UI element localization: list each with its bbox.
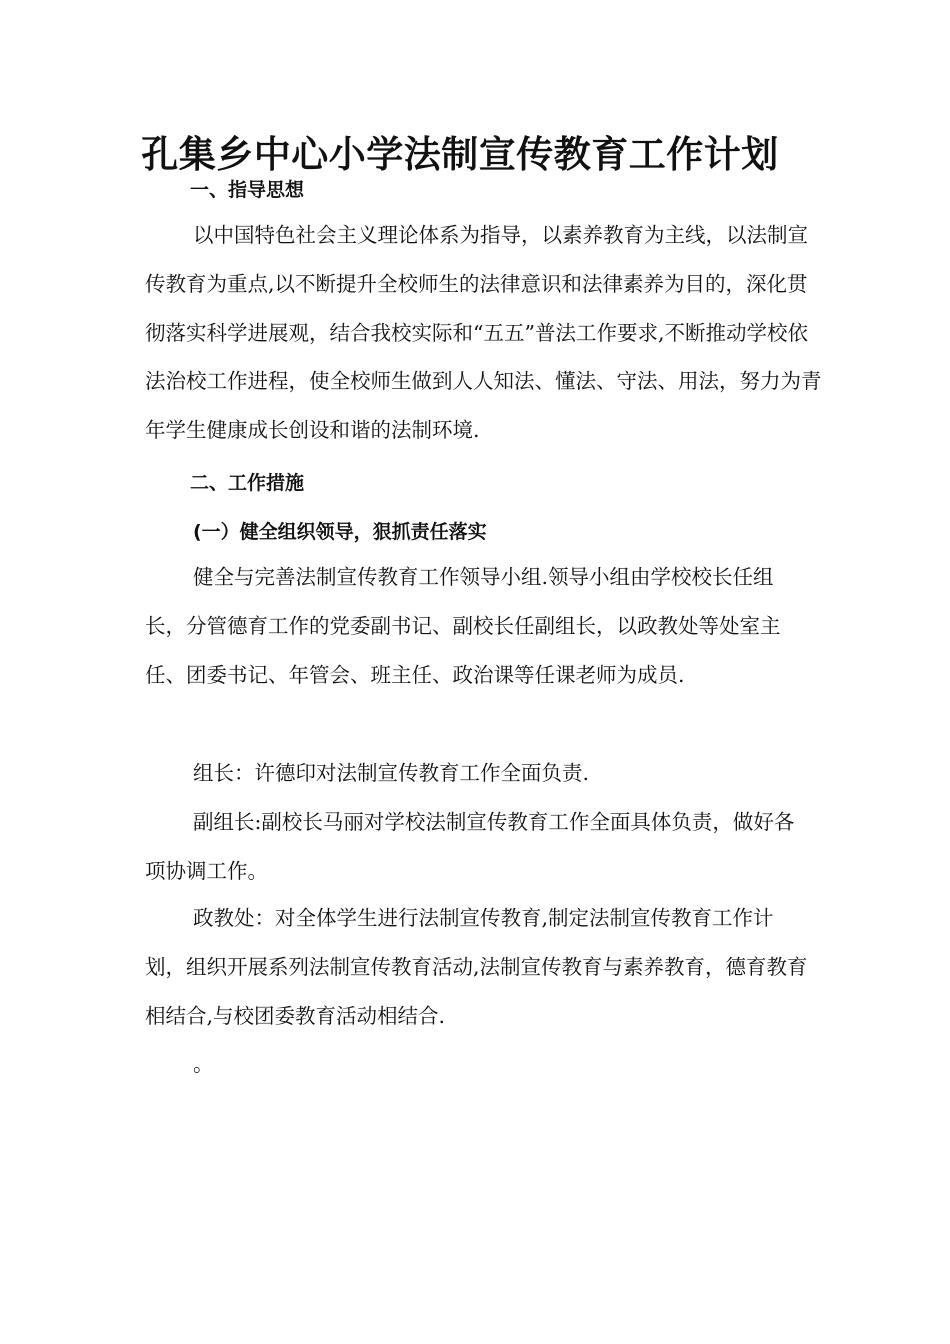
paragraph-political-office: 政教处：对全体学生进行法制宣传教育,制定法制宣传教育工作计划，组织开展系列法制宣传教育活动,法制宣传教育与素养教育，德育教育相结合,与校团委教育活动相结合.	[145, 906, 808, 1028]
paragraph-guiding-ideology: 以中国特色社会主义理论体系为指导，以素养教育为主线，以法制宣传教育为重点,以不断提升全校师生的法律意识和法律素养为目的，深化贯彻落实科学进展观，结合我校实际和“五五”普法工作要求,不断推动学校依法治校工作进程，使全校师生做到人人知法、懂法、守法、用法，努力为青年学生健康成长创设和谐的法制环境.	[145, 223, 822, 443]
paragraph-leadership-group: 健全与完善法制宣传教育工作领导小组.领导小组由学校校长任组长，分管德育工作的党委副书记、副校长任副组长，以政教处等处室主任、团委书记、年管会、班主任、政治课等任课老师为成员.	[145, 565, 781, 687]
document-title: 孔集乡中心小学法制宣传教育工作计划	[141, 132, 779, 176]
subsection-heading-organization: (一）健全组织领导，狠抓责任落实	[193, 521, 487, 543]
paragraph-deputy-leader: 副组长:副校长马丽对学校法制宣传教育工作全面具体负责，做好各项协调工作。	[145, 810, 795, 883]
section-heading-work-measures: 二、工作措施	[190, 472, 305, 494]
section-heading-guiding-ideology: 一、指导思想	[190, 179, 305, 201]
trailing-mark: 。	[193, 1052, 214, 1076]
paragraph-group-leader: 组长：许德印对法制宣传教育工作全面负责.	[193, 761, 590, 785]
